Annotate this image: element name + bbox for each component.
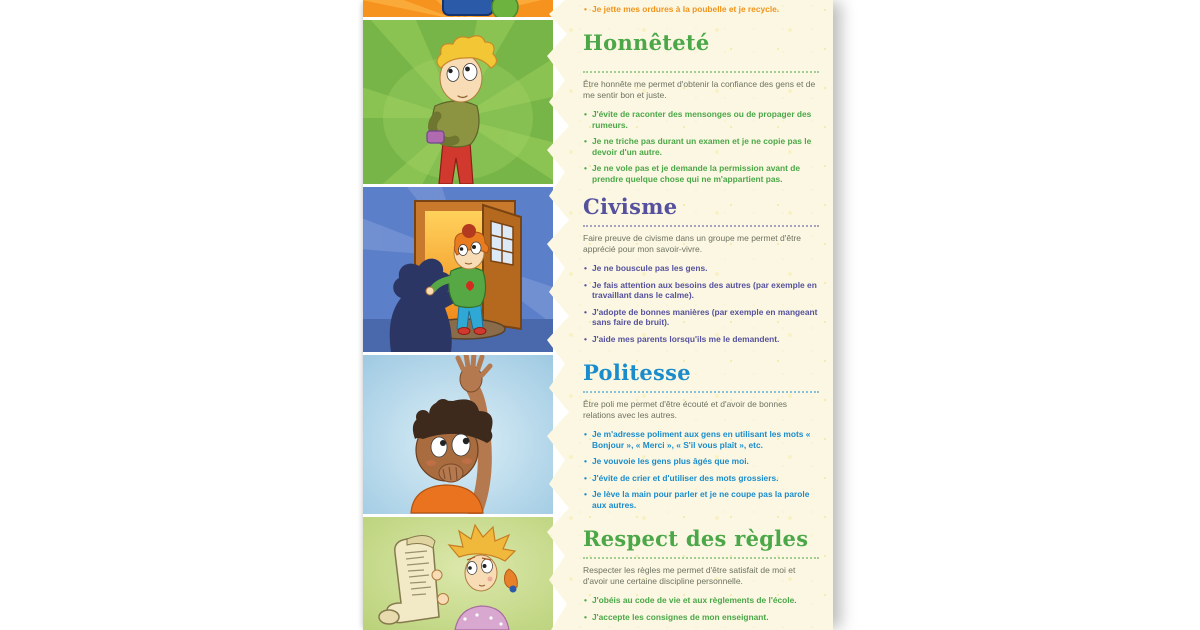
values-poster (363, 0, 833, 630)
section-title-civisme: Civisme (583, 194, 678, 219)
bullet-list (583, 595, 819, 622)
bullet-item: • J'évite de raconter des mensonges ou de propager des rumeurs. (583, 109, 819, 130)
dotted-divider (583, 391, 819, 393)
dotted-divider (583, 71, 819, 73)
dotted-divider (583, 225, 819, 227)
bullet-item: • J'évite de crier et d'utiliser des mots grossiers. (583, 473, 819, 484)
recycling-scene-illustration (363, 0, 553, 17)
section-respect-des-regles (583, 524, 819, 628)
section-title-honnetete: Honnêteté (583, 30, 710, 55)
section-intro: Respecter les règles me permet d'être satisfait de moi et d'avoir une certaine discipline personnelle. (583, 565, 796, 586)
section-title-respect: Respect des règles (583, 526, 809, 551)
section-honnetete (583, 28, 819, 190)
bullet-item: • Je lève la main pour parler et je ne coupe pas la parole aux autres. (583, 489, 819, 510)
bullet-item: • J'adopte de bonnes manières (par exemple en mangeant sans faire de bruit). (583, 307, 819, 328)
section-intro: Être honnête me permet d'obtenir la confiance des gens et de me sentir bon et juste. (583, 79, 816, 100)
text-column (583, 0, 819, 630)
bullet-item: • Je m'adresse poliment aux gens en utilisant les mots « Bonjour », « Merci », « S'il vous plaît », etc. (583, 429, 819, 450)
bullet-item: • J'obéis au code de vie et aux règlements de l'école. (583, 595, 819, 606)
bullet-list (583, 263, 819, 344)
bullet-item: • Je fais attention aux besoins des autres (par exemple en travaillant dans le calme). (583, 280, 819, 301)
rules-scroll-girl-illustration (363, 517, 553, 630)
bullet-recycle: • Je jette mes ordures à la poubelle et je recycle. (583, 4, 819, 15)
section-title-politesse: Politesse (583, 360, 691, 385)
bullet-item: • Je vouvoie les gens plus âgés que moi. (583, 456, 819, 467)
dotted-divider (583, 557, 819, 559)
section-civisme (583, 192, 819, 350)
bullet-item: • J'aide mes parents lorsqu'ils me le demandent. (583, 334, 819, 345)
civility-door-illustration (363, 187, 553, 352)
illustration-column (363, 0, 553, 630)
bullet-list (583, 429, 819, 510)
section-intro: Être poli me permet d'être écouté et d'avoir de bonnes relations avec les autres. (583, 399, 788, 420)
bullet-item: • Je ne bouscule pas les gens. (583, 263, 819, 274)
bullet-list (583, 109, 819, 184)
section-politesse (583, 358, 819, 516)
honesty-boy-illustration (363, 20, 553, 184)
section-intro: Faire preuve de civisme dans un groupe me permet d'être apprécié pour mon savoir-vivre. (583, 233, 802, 254)
politeness-raised-hand-illustration (363, 355, 553, 514)
bullet-item: • Je ne triche pas durant un examen et je ne copie pas le devoir d'un autre. (583, 136, 819, 157)
bullet-item: • Je ne vole pas et je demande la permission avant de prendre quelque chose qui ne m'appartient pas. (583, 163, 819, 184)
bullet-item: • J'accepte les consignes de mon enseignant. (583, 612, 819, 623)
